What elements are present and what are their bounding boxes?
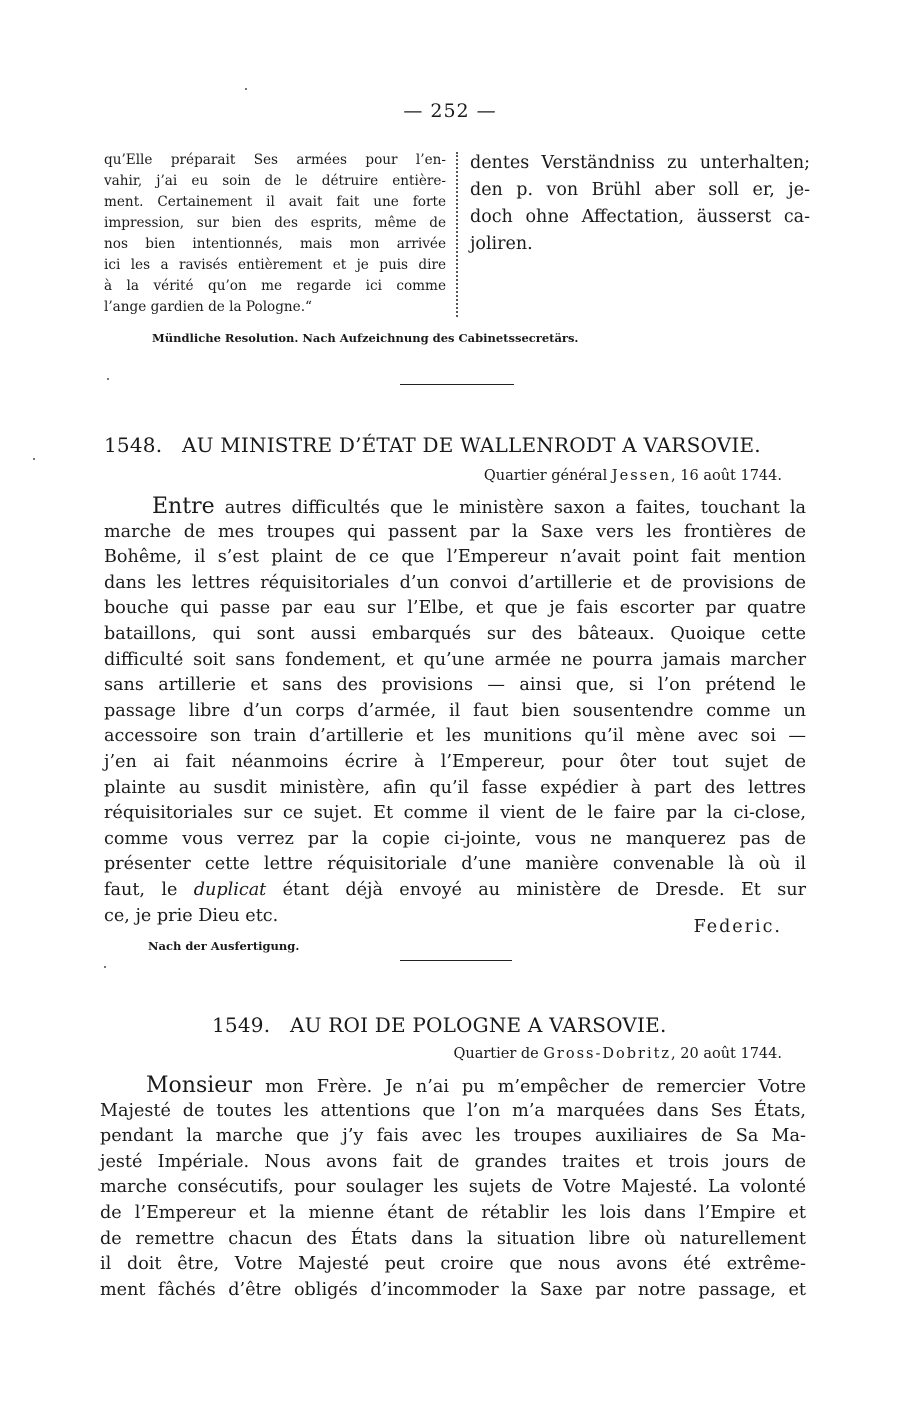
dateline-date: , 20 août 1744. [671,1046,782,1062]
text-line: bouche qui passe par eau sur l’Elbe, et que je fais escorter par quatre [104,598,806,619]
text-line: il doit être, Votre Majesté peut croire que nous avons été extrême- [100,1254,806,1275]
letter-heading-1548 [104,433,761,457]
text-line: impression, sur bien des esprits, même de [104,215,446,231]
text-line: jesté Impériale. Nous avons fait de grandes traites et trois jours de [100,1151,806,1172]
text-line: dentes Verständniss zu unterhalten; [470,153,810,173]
letter-title: AU ROI DE POLOGNE A VARSOVIE. [289,1013,667,1037]
text-line: joliren. [470,234,533,254]
text-line-content: autres difficultés que le ministère saxon a faites, touchant la [214,498,806,518]
text-line: passage libre d’un corps d’armée, il faut bien sousentendre comme un [104,700,806,721]
dateline-1549 [453,1046,782,1062]
continuation-columns [104,150,810,320]
source-note: Mündliche Resolution. Nach Aufzeichnung des Cabinetssecretärs. [152,331,579,345]
scan-speck [245,88,247,90]
text-line: comme vous verrez par la copie ci-jointe, vous ne manquerez pas de [104,828,806,849]
text-line: dans les lettres réquisitoriales d’un convoi d’artillerie et de provisions de [104,572,806,593]
text-line: plainte au susdit ministère, afin qu’il fasse expédier à part des lettres [104,777,806,798]
text-line-content: mon Frère. Je n’ai pu m’empêcher de remercier Votre [251,1077,806,1097]
dateline-date: , 16 août 1744. [671,468,782,484]
text-line: vahir, j’ai eu soin de le détruire entière- [104,173,446,189]
text-line: présenter cette lettre réquisitoriale d’une manière convenable là où il [104,854,806,875]
letter-heading-1549 [212,1013,667,1037]
text-line: accessoire son train d’artillerie et les munitions qu’il mène avec soi — [104,726,806,747]
source-note: Nach der Ausfertigung. [148,939,300,953]
text-line: den p. von Brühl aber soll er, je- [470,180,810,200]
scan-speck [107,378,109,380]
text-line [100,1073,806,1099]
text-line: de l’Empereur et la mienne étant de rétablir les lois dans l’Empire et [100,1202,806,1223]
first-word: Entre [152,494,215,519]
text-line [104,494,806,520]
dateline-prefix: Quartier de [453,1046,539,1062]
text-line: bataillons, qui sont aussi embarqués sur des bâteaux. Quoique cette [104,623,806,644]
first-word: Monsieur [146,1073,252,1098]
text-line: Majesté de toutes les attentions que l’on m’a marquées dans Ses États, [100,1100,806,1121]
text-line: ment fâchés d’être obligés d’incommoder la Saxe par notre passage, et [100,1279,806,1300]
text-line: qu’Elle préparait Ses armées pour l’en- [104,152,446,168]
scan-speck [33,458,35,460]
text-line: de remettre chacun des États dans la situation libre où naturellement [100,1228,806,1249]
column-divider [456,152,458,317]
text-line [104,878,806,904]
letter-body-1548 [104,494,806,929]
text-line: l’ange gardien de la Pologne.“ [104,299,312,315]
text-line: difficulté soit sans fondement, et qu’une armée ne pourra jamais marcher [104,649,806,670]
text-line: doch ohne Affectation, äusserst ca- [470,207,810,227]
letter-title: AU MINISTRE D’ÉTAT DE WALLENRODT A VARSOVIE. [181,433,761,457]
scan-speck [104,966,106,968]
letter-body-1549 [100,1073,806,1303]
text-line: ici les a ravisés entièrement et je puis dire [104,257,446,273]
section-divider [400,960,512,961]
closing-line: ce, je prie Dieu etc. [104,905,279,926]
page-number: — 252 — [403,100,497,122]
continuation-left-column [104,150,446,318]
dateline-1548 [484,468,782,484]
text-line: pendant la marche que j’y fais avec les troupes auxiliaires de Sa Ma- [100,1126,806,1147]
italic-term: duplicat [193,879,267,900]
text-line: j’en ai fait néanmoins écrire à l’Empereur, pour ôter tout sujet de [104,751,806,772]
text-line: ment. Certainement il avait fait une forte [104,194,446,210]
text-line: marche consécutifs, pour soulager les sujets de Votre Majesté. La volonté [100,1177,806,1198]
text-fragment: faut, le [104,879,194,900]
text-line: réquisitoriales sur ce sujet. Et comme il vient de le faire par la ci-close, [104,803,806,824]
letter-number: 1549. [212,1013,271,1037]
text-line: nos bien intentionnés, mais mon arrivée [104,236,446,252]
text-line: sans artillerie et sans des provisions — ainsi que, si l’on prétend le [104,675,806,696]
text-line: à la vérité qu’on me regarde ici comme [104,278,446,294]
text-line: Bohême, il s’est plaint de ce que l’Empereur n’avait point fait mention [104,547,806,568]
signature: Federic. [693,917,782,937]
dateline-place: Jessen [611,468,672,484]
text-fragment: étant déjà envoyé au ministère de Dresde. Et sur [266,879,806,900]
section-divider [400,384,514,385]
continuation-right-column [470,150,810,258]
letter-number: 1548. [104,433,163,457]
dateline-place: Gross-Dobritz [543,1046,672,1062]
text-line: marche de mes troupes qui passent par la Saxe vers les frontières de [104,521,806,542]
dateline-prefix: Quartier général [483,468,608,484]
